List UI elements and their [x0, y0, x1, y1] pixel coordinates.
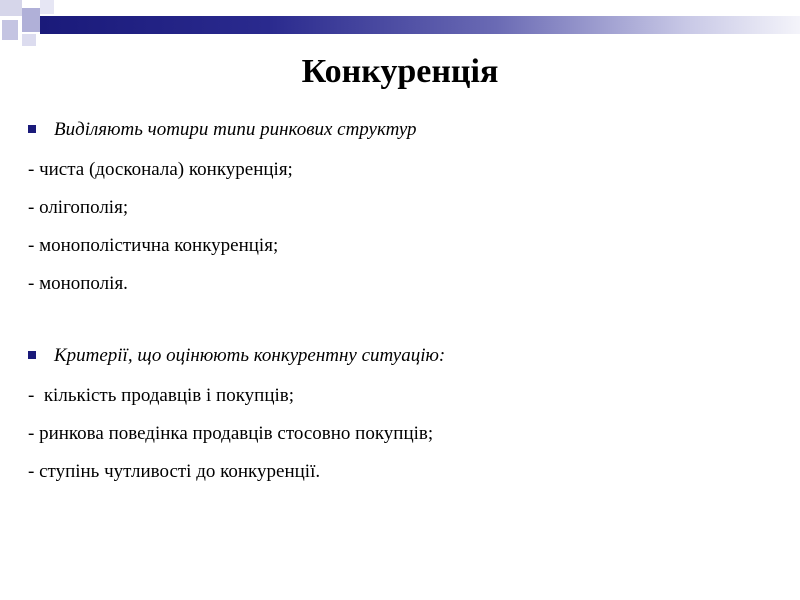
decor-square	[0, 0, 22, 16]
decor-square	[22, 8, 40, 32]
square-bullet-icon	[28, 351, 36, 359]
section2-heading	[28, 342, 445, 370]
decor-square	[22, 34, 36, 46]
list-item: - олігополія;	[28, 197, 129, 218]
decor-square	[40, 0, 54, 14]
decor-square	[2, 20, 18, 40]
slide-title: Конкуренція	[301, 53, 499, 90]
list-item: - чиста (досконала) конкуренція;	[28, 159, 293, 180]
section2-heading-text: Критерії, що оцінюють конкурентну ситуацію:	[54, 345, 446, 366]
list-item: - ступінь чутливості до конкуренції.	[28, 461, 321, 482]
square-bullet-icon	[28, 125, 36, 133]
list-item: - кількість продавців і покупців;	[28, 385, 295, 406]
list-item: - монополістична конкуренція;	[28, 235, 279, 256]
section1-heading-text: Виділяють чотири типи ринкових структур	[54, 119, 417, 140]
list-item: - ринкова поведінка продавців стосовно покупців;	[28, 423, 434, 444]
section1-heading	[28, 116, 417, 144]
list-item: - монополія.	[28, 273, 128, 294]
header-gradient-bar	[40, 16, 800, 34]
